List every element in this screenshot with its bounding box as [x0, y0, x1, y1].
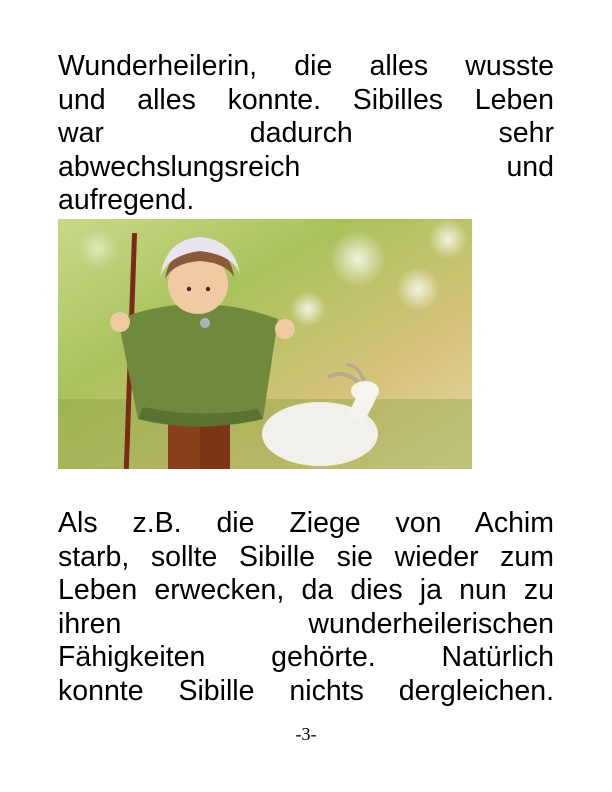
- text-line: ihren wunderheilerischen: [58, 607, 554, 640]
- page-number: -3-: [295, 724, 317, 744]
- text-line: konnte Sibille nichts dergleichen.: [58, 674, 554, 707]
- text-line: abwechslungsreich und: [58, 150, 554, 183]
- photo-doll-shepherd-with-goat: [58, 219, 472, 469]
- text-line: Fähigkeiten gehörte. Natürlich: [58, 641, 554, 673]
- text-line: und alles konnte. Sibilles Leben: [58, 83, 554, 116]
- paragraph-bottom: [58, 507, 554, 708]
- text-line: starb, sollte Sibille sie wieder zum: [58, 540, 554, 573]
- text-line: Wunderheilerin, die alles wusste: [58, 50, 554, 82]
- text-line: Als z.B. die Ziege von Achim: [58, 507, 554, 539]
- text-line: Leben erwecken, da dies ja nun zu: [58, 574, 554, 606]
- text-line: war dadurch sehr: [58, 117, 554, 149]
- paragraph-top: [58, 50, 554, 218]
- text-line: aufregend.: [58, 184, 195, 216]
